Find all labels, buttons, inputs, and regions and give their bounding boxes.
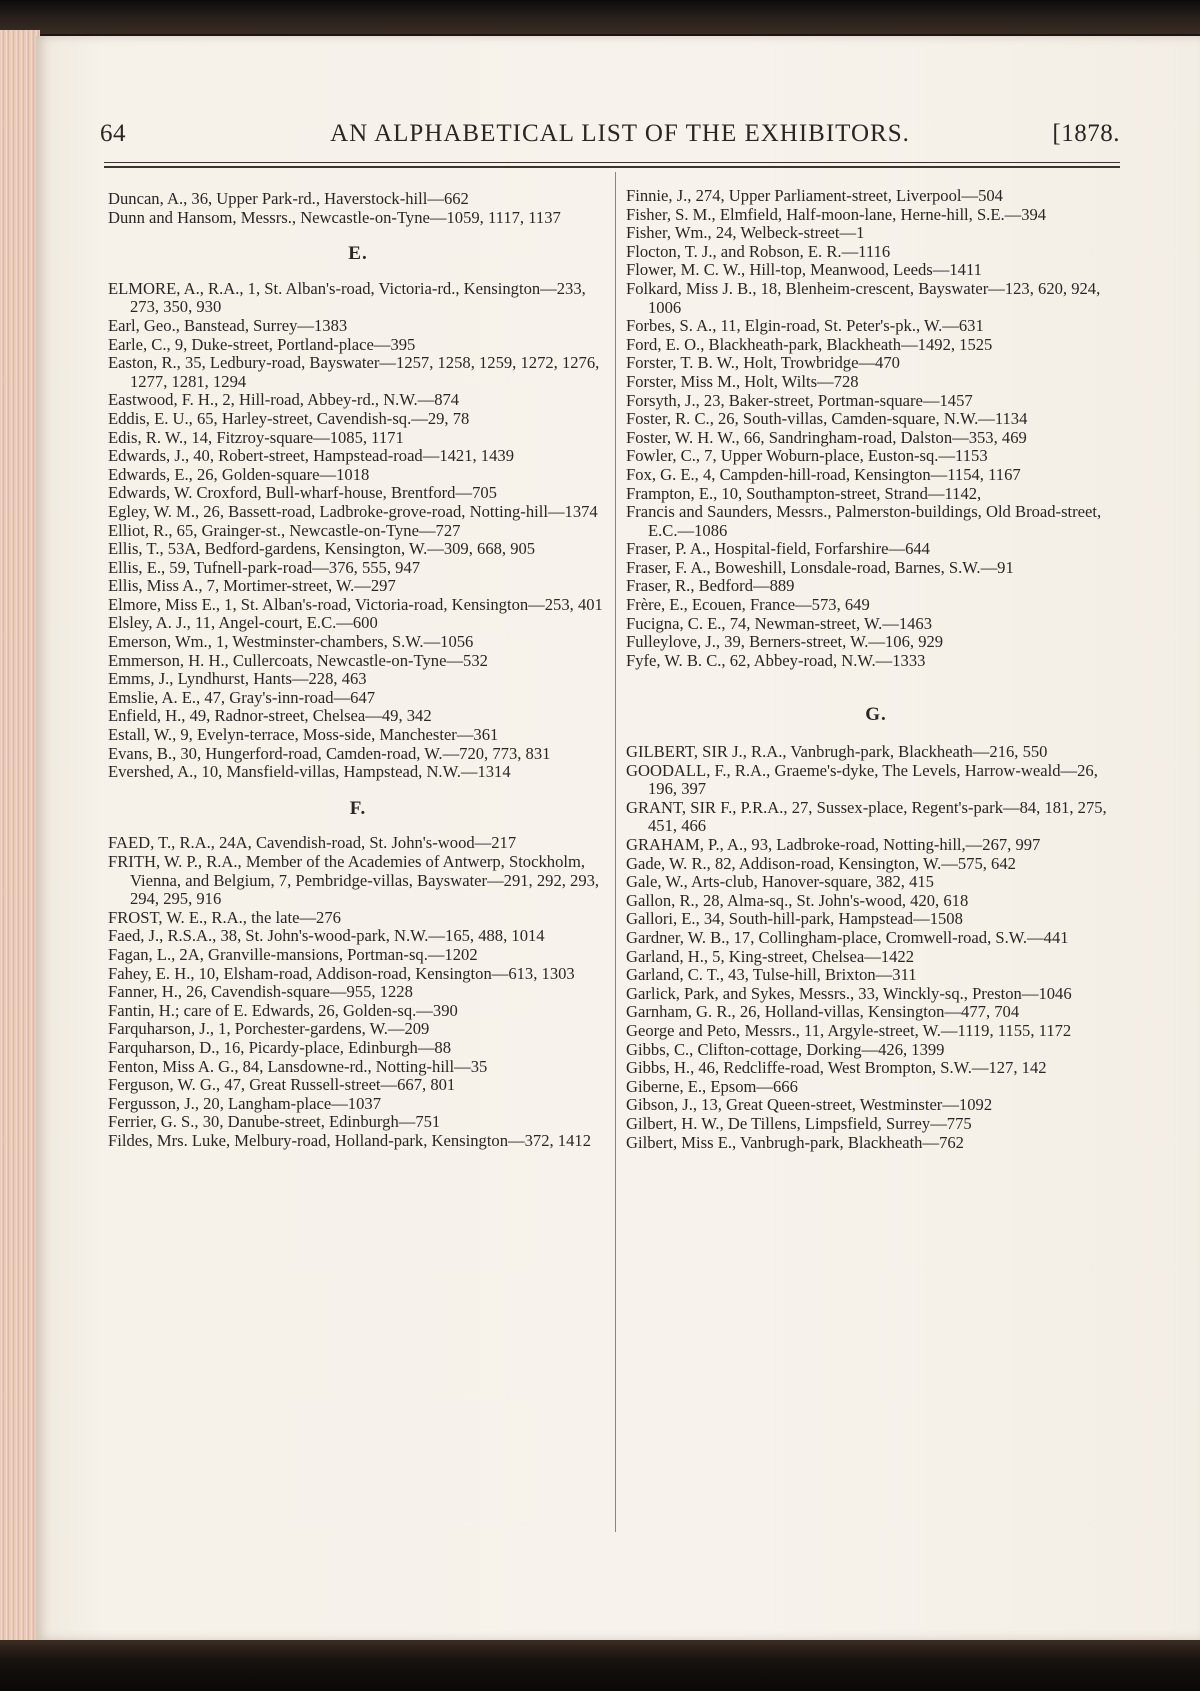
exhibitor-entry: Gilbert, H. W., De Tillens, Limpsfield, Surrey—775 bbox=[626, 1113, 972, 1133]
exhibitor-entry: Fowler, C., 7, Upper Woburn-place, Euston-sq.—1153 bbox=[626, 446, 988, 466]
exhibitor-entry: Farquharson, D., 16, Picardy-place, Edinburgh—88 bbox=[108, 1037, 452, 1057]
exhibitor-entry: Forsyth, J., 23, Baker-street, Portman-square—1457 bbox=[626, 390, 973, 410]
exhibitor-entry: Fulleylove, J., 39, Berners-street, W.—106, 929 bbox=[626, 632, 944, 652]
exhibitor-entry: Estall, W., 9, Evelyn-terrace, Moss-side, Manchester—361 bbox=[108, 725, 499, 745]
exhibitor-entry: Easton, R., 35, Ledbury-road, Bayswater—1257, 1258, 1259, 1272, 1276, 1277, 1281, 1294 bbox=[108, 353, 600, 391]
exhibitor-entry: FAED, T., R.A., 24A, Cavendish-road, St. John's-wood—217 bbox=[108, 833, 517, 853]
exhibitor-entry: Fagan, L., 2A, Granville-mansions, Portman-sq.—1202 bbox=[108, 944, 478, 964]
exhibitor-entry: Foster, W. H. W., 66, Sandringham-road, Dalston—353, 469 bbox=[626, 427, 1027, 447]
exhibitor-entry: Evershed, A., 10, Mansfield-villas, Hampstead, N.W.—1314 bbox=[108, 762, 511, 782]
exhibitor-entry: Emslie, A. E., 47, Gray's-inn-road—647 bbox=[108, 687, 376, 707]
exhibitor-entry: Gallori, E., 34, South-hill-park, Hampstead—1508 bbox=[626, 909, 963, 929]
left-column bbox=[108, 190, 608, 1151]
exhibitor-entry: GRAHAM, P., A., 93, Ladbroke-road, Notting-hill,—267, 997 bbox=[626, 835, 1041, 854]
book-binding-top bbox=[0, 0, 1200, 34]
exhibitor-entry: Faed, J., R.S.A., 38, St. John's-wood-park, N.W.—165, 488, 1014 bbox=[108, 926, 545, 946]
exhibitor-entry: Edwards, E., 26, Golden-square—1018 bbox=[108, 464, 370, 484]
exhibitor-entry: GRANT, SIR F., P.R.A., 27, Sussex-place, Regent's-park—84, 181, 275, 451, 466 bbox=[626, 797, 1107, 836]
exhibitor-entry: Ferrier, G. S., 30, Danube-street, Edinburgh—751 bbox=[108, 1112, 441, 1132]
exhibitor-entry: Ellis, T., 53A, Bedford-gardens, Kensington, W.—309, 668, 905 bbox=[108, 539, 536, 559]
page-edges bbox=[0, 30, 40, 1645]
exhibitor-entry: Garlick, Park, and Sykes, Messrs., 33, Winckly-sq., Preston—1046 bbox=[626, 983, 1072, 1003]
exhibitor-entry: Elliot, R., 65, Grainger-st., Newcastle-on-Tyne—727 bbox=[108, 520, 461, 540]
exhibitor-entry: Ellis, Miss A., 7, Mortimer-street, W.—297 bbox=[108, 576, 396, 596]
page-header bbox=[100, 116, 1120, 156]
exhibitor-entry: Fucigna, C. E., 74, Newman-street, W.—1463 bbox=[626, 613, 933, 633]
exhibitor-entry: Fergusson, J., 20, Langham-place—1037 bbox=[108, 1093, 381, 1113]
exhibitor-entry: Fraser, P. A., Hospital-field, Forfarshire—644 bbox=[626, 539, 930, 559]
exhibitor-entry: Fisher, Wm., 24, Welbeck-street—1 bbox=[626, 223, 865, 243]
exhibitor-entry: Fenton, Miss A. G., 84, Lansdowne-rd., Notting-hill—35 bbox=[108, 1056, 488, 1076]
exhibitor-entry: Dunn and Hansom, Messrs., Newcastle-on-Tyne—1059, 1117, 1137 bbox=[108, 207, 561, 227]
page-title: AN ALPHABETICAL LIST OF THE EXHIBITORS. bbox=[330, 120, 910, 147]
exhibitor-entry: GILBERT, SIR J., R.A., Vanbrugh-park, Blackheath—216, 550 bbox=[626, 742, 1048, 762]
exhibitor-entry: Edis, R. W., 14, Fitzroy-square—1085, 1171 bbox=[108, 427, 404, 447]
exhibitor-entry: Earle, C., 9, Duke-street, Portland-place—395 bbox=[108, 334, 416, 354]
book-binding-bottom bbox=[0, 1640, 1200, 1691]
section-letter: G. bbox=[865, 704, 887, 726]
exhibitor-entry: Fraser, R., Bedford—889 bbox=[626, 576, 795, 596]
exhibitor-entry: Flower, M. C. W., Hill-top, Meanwood, Leeds—1411 bbox=[626, 260, 982, 280]
exhibitor-entry: Giberne, E., Epsom—666 bbox=[626, 1076, 798, 1096]
exhibitor-entry: Eastwood, F. H., 2, Hill-road, Abbey-rd., N.W.—874 bbox=[108, 390, 460, 410]
exhibitor-entry: Gade, W. R., 82, Addison-road, Kensington, W.—575, 642 bbox=[626, 853, 1016, 873]
exhibitor-entry: Enfield, H., 49, Radnor-street, Chelsea—49, 342 bbox=[108, 706, 432, 726]
exhibitor-entry: Evans, B., 30, Hungerford-road, Camden-road, W.—720, 773, 831 bbox=[108, 743, 551, 763]
exhibitor-entry: Farquharson, J., 1, Porchester-gardens, W.—209 bbox=[108, 1019, 430, 1039]
exhibitor-entry: Gibbs, H., 46, Redcliffe-road, West Brompton, S.W.—127, 142 bbox=[626, 1058, 1047, 1078]
exhibitor-entry: Fox, G. E., 4, Campden-hill-road, Kensington—1154, 1167 bbox=[626, 464, 1021, 484]
exhibitor-entry: Fisher, S. M., Elmfield, Half-moon-lane, Herne-hill, S.E.—394 bbox=[626, 204, 1047, 224]
exhibitor-entry: Ellis, E., 59, Tufnell-park-road—376, 555, 947 bbox=[108, 557, 421, 577]
exhibitor-entry: Earl, Geo., Banstead, Surrey—1383 bbox=[108, 315, 348, 335]
header-rule-double bbox=[104, 166, 1120, 168]
exhibitor-entry: ELMORE, A., R.A., 1, St. Alban's-road, Victoria-rd., Kensington—233, 273, 350, 930 bbox=[108, 278, 586, 317]
column-divider bbox=[615, 172, 616, 1532]
exhibitor-entry: Fildes, Mrs. Luke, Melbury-road, Holland-park, Kensington—372, 1412 bbox=[108, 1130, 591, 1150]
exhibitor-entry: GOODALL, F., R.A., Graeme's-dyke, The Levels, Harrow-weald—26, 196, 397 bbox=[626, 760, 1098, 799]
exhibitor-entry: Finnie, J., 274, Upper Parliament-street, Liverpool—504 bbox=[626, 186, 1003, 205]
exhibitor-entry: Gibbs, C., Clifton-cottage, Dorking—426, 1399 bbox=[626, 1039, 945, 1059]
exhibitor-entry: Gilbert, Miss E., Vanbrugh-park, Blackheath—762 bbox=[626, 1132, 964, 1152]
exhibitor-entry: Elmore, Miss E., 1, St. Alban's-road, Victoria-road, Kensington—253, 401 bbox=[108, 594, 603, 614]
header-rule bbox=[104, 162, 1120, 163]
exhibitor-entry: Garnham, G. R., 26, Holland-villas, Kensington—477, 704 bbox=[626, 1002, 1020, 1022]
exhibitor-entry: Foster, R. C., 26, South-villas, Camden-square, N.W.—1134 bbox=[626, 409, 1028, 429]
exhibitor-entry: Frère, E., Ecouen, France—573, 649 bbox=[626, 595, 870, 615]
exhibitor-entry: Gallon, R., 28, Alma-sq., St. John's-wood, 420, 618 bbox=[626, 890, 969, 910]
exhibitor-entry: Fahey, E. H., 10, Elsham-road, Addison-road, Kensington—613, 1303 bbox=[108, 963, 575, 983]
exhibitor-entry: Fantin, H.; care of E. Edwards, 26, Golden-sq.—390 bbox=[108, 1000, 458, 1020]
section-letter: F. bbox=[349, 797, 367, 819]
exhibitor-entry: Emms, J., Lyndhurst, Hants—228, 463 bbox=[108, 669, 367, 689]
exhibitor-entry: George and Peto, Messrs., 11, Argyle-street, W.—1119, 1155, 1172 bbox=[626, 1020, 1072, 1040]
exhibitor-entry: Francis and Saunders, Messrs., Palmerston-buildings, Old Broad-street, E.C.—1086 bbox=[626, 502, 1102, 540]
page-number: 64 bbox=[100, 120, 126, 147]
exhibitor-entry: Flocton, T. J., and Robson, E. R.—1116 bbox=[626, 241, 891, 261]
exhibitor-entry: Fraser, F. A., Boweshill, Lonsdale-road, Barnes, S.W.—91 bbox=[626, 557, 1014, 577]
exhibitor-entry: Fyfe, W. B. C., 62, Abbey-road, N.W.—1333 bbox=[626, 650, 926, 670]
exhibitor-entry: Emerson, Wm., 1, Westminster-chambers, S.W.—1056 bbox=[108, 632, 474, 652]
exhibitor-entry: Fanner, H., 26, Cavendish-square—955, 1228 bbox=[108, 982, 413, 1002]
exhibitor-entry: Gale, W., Arts-club, Hanover-square, 382, 415 bbox=[626, 872, 934, 892]
exhibitor-entry: Egley, W. M., 26, Bassett-road, Ladbroke-grove-road, Notting-hill—1374 bbox=[108, 501, 598, 521]
exhibitor-entry: Emmerson, H. H., Cullercoats, Newcastle-on-Tyne—532 bbox=[108, 650, 488, 670]
exhibitor-entry: Elsley, A. J., 11, Angel-court, E.C.—600 bbox=[108, 613, 378, 633]
section-letter: E. bbox=[348, 243, 368, 265]
exhibitor-entry: Gardner, W. B., 17, Collingham-place, Cromwell-road, S.W.—441 bbox=[626, 927, 1069, 947]
exhibitor-entry: Forbes, S. A., 11, Elgin-road, St. Peter's-pk., W.—631 bbox=[626, 316, 984, 336]
exhibitor-entry: Garland, C. T., 43, Tulse-hill, Brixton—311 bbox=[626, 965, 917, 985]
page-year: [1878. bbox=[1052, 120, 1120, 147]
right-column bbox=[626, 187, 1126, 1152]
exhibitor-entry: Forster, Miss M., Holt, Wilts—728 bbox=[626, 371, 859, 391]
exhibitor-entry: FROST, W. E., R.A., the late—276 bbox=[108, 907, 341, 927]
exhibitor-entry: Folkard, Miss J. B., 18, Blenheim-crescent, Bayswater—123, 620, 924, 1006 bbox=[626, 278, 1101, 317]
exhibitor-entry: Forster, T. B. W., Holt, Trowbridge—470 bbox=[626, 353, 900, 373]
exhibitor-entry: Edwards, J., 40, Robert-street, Hampstead-road—1421, 1439 bbox=[108, 446, 514, 466]
exhibitor-entry: Eddis, E. U., 65, Harley-street, Cavendish-sq.—29, 78 bbox=[108, 408, 470, 428]
exhibitor-entry: Frampton, E., 10, Southampton-street, Strand—1142, bbox=[626, 483, 982, 503]
exhibitor-entry: Edwards, W. Croxford, Bull-wharf-house, Brentford—705 bbox=[108, 483, 497, 503]
exhibitor-entry: Garland, H., 5, King-street, Chelsea—1422 bbox=[626, 946, 915, 966]
exhibitor-entry: Duncan, A., 36, Upper Park-rd., Haverstock-hill—662 bbox=[108, 189, 469, 208]
exhibitor-entry: Ford, E. O., Blackheath-park, Blackheath—1492, 1525 bbox=[626, 334, 993, 354]
exhibitor-entry: Gibson, J., 13, Great Queen-street, Westminster—1092 bbox=[626, 1095, 993, 1115]
exhibitor-entry: FRITH, W. P., R.A., Member of the Academies of Antwerp, Stockholm, Vienna, and Belgium, 7, Pembridge-villas, Bayswater—291, 292, 293, 294, 295, 916 bbox=[108, 852, 600, 909]
exhibitor-entry: Ferguson, W. G., 47, Great Russell-street—667, 801 bbox=[108, 1075, 456, 1095]
